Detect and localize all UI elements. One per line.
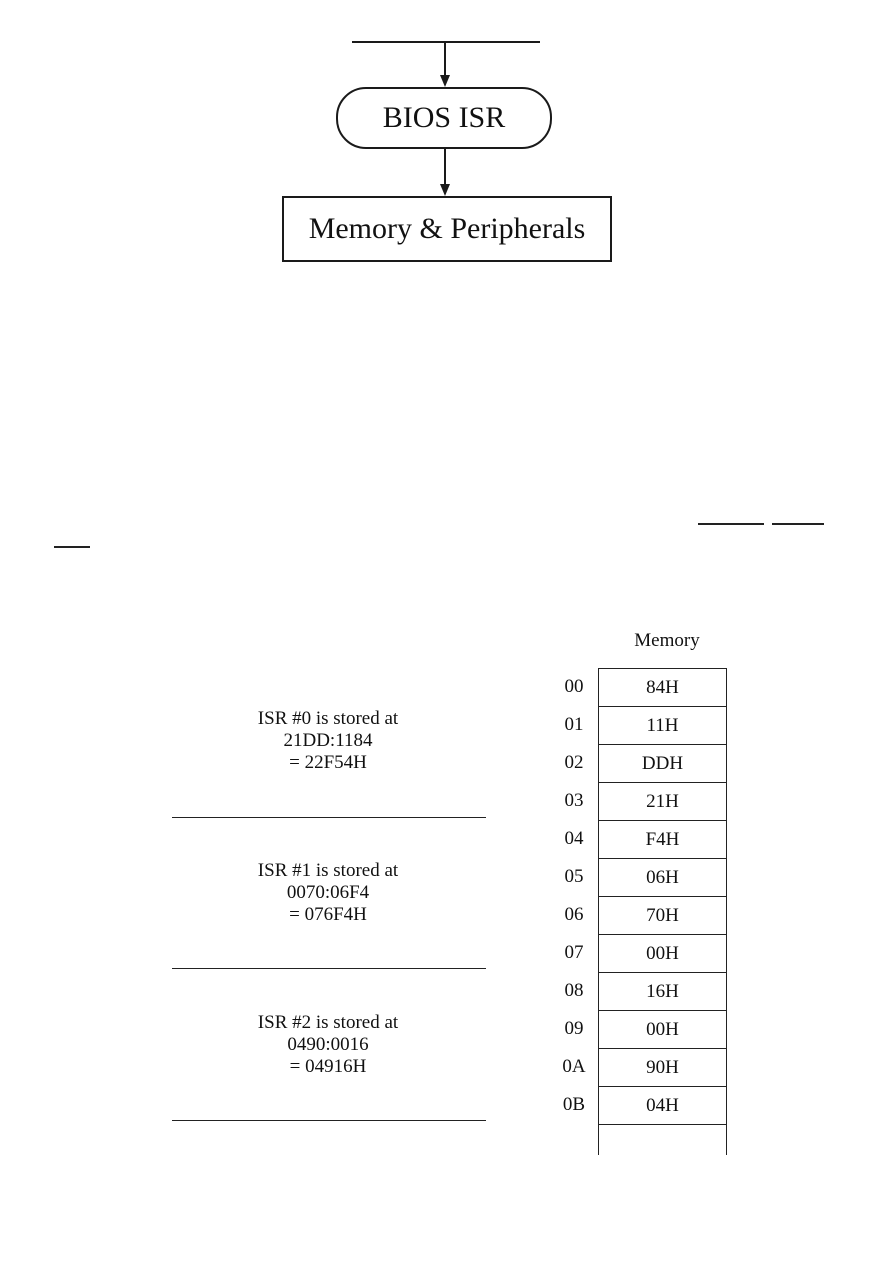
address-label: 01 [564, 714, 584, 735]
memory-cell: F4H [599, 821, 726, 859]
address-label: 09 [564, 1018, 584, 1039]
address-label: 03 [564, 790, 584, 811]
address-label: 05 [564, 866, 584, 887]
isr-entry-line: ISR #2 is stored at [257, 1012, 399, 1033]
memory-cell: 16H [599, 973, 726, 1011]
memory-cell: 11H [599, 707, 726, 745]
bios-isr-label: BIOS ISR [382, 101, 506, 134]
isr-entry-line: = 04916H [289, 1056, 367, 1077]
isr-entry-line: 0490:0016 [287, 1034, 369, 1055]
isr-entry-2 [172, 1012, 484, 1078]
isr-entry-1 [172, 860, 484, 926]
memory-cell: 06H [599, 859, 726, 897]
memory-cell: 04H [599, 1087, 726, 1125]
address-label: 0A [562, 1056, 586, 1077]
address-label: 07 [564, 942, 584, 963]
address-label: 08 [564, 980, 584, 1001]
memory-cell: 90H [599, 1049, 726, 1087]
underline-mark [772, 523, 824, 525]
isr-entry-0 [172, 708, 484, 774]
flow-top-bar [352, 41, 540, 43]
address-label: 06 [564, 904, 584, 925]
memory-cell: DDH [599, 745, 726, 783]
memory-peripherals-box [282, 196, 612, 262]
underline-mark [54, 546, 90, 548]
isr-entry-line: = 22F54H [289, 752, 367, 773]
address-label: 04 [564, 828, 584, 849]
address-column [552, 668, 596, 1124]
arrow-down-icon [440, 75, 450, 87]
address-label: 00 [564, 676, 584, 697]
isr-separator [172, 968, 486, 969]
address-label: 0B [562, 1094, 586, 1115]
arrow-down-icon [440, 184, 450, 196]
memory-peripherals-label: Memory & Peripherals [308, 212, 586, 245]
address-label: 02 [564, 752, 584, 773]
flow-connector-top [444, 42, 446, 76]
memory-cell: 70H [599, 897, 726, 935]
memory-cell-empty [599, 1125, 726, 1155]
isr-entry-line: = 076F4H [289, 904, 367, 925]
flow-connector-middle [444, 149, 446, 185]
isr-entry-line: 21DD:1184 [283, 730, 373, 751]
memory-cell: 21H [599, 783, 726, 821]
isr-separator [172, 1120, 486, 1121]
isr-entry-line: ISR #0 is stored at [257, 708, 399, 729]
bios-isr-box [336, 87, 552, 149]
isr-separator [172, 817, 486, 818]
memory-title: Memory [634, 630, 700, 651]
underline-mark [698, 523, 764, 525]
memory-table [598, 668, 727, 1155]
memory-cell: 00H [599, 935, 726, 973]
isr-entry-line: 0070:06F4 [286, 882, 370, 903]
memory-cell: 00H [599, 1011, 726, 1049]
memory-cell: 84H [599, 669, 726, 707]
isr-entry-line: ISR #1 is stored at [257, 860, 399, 881]
